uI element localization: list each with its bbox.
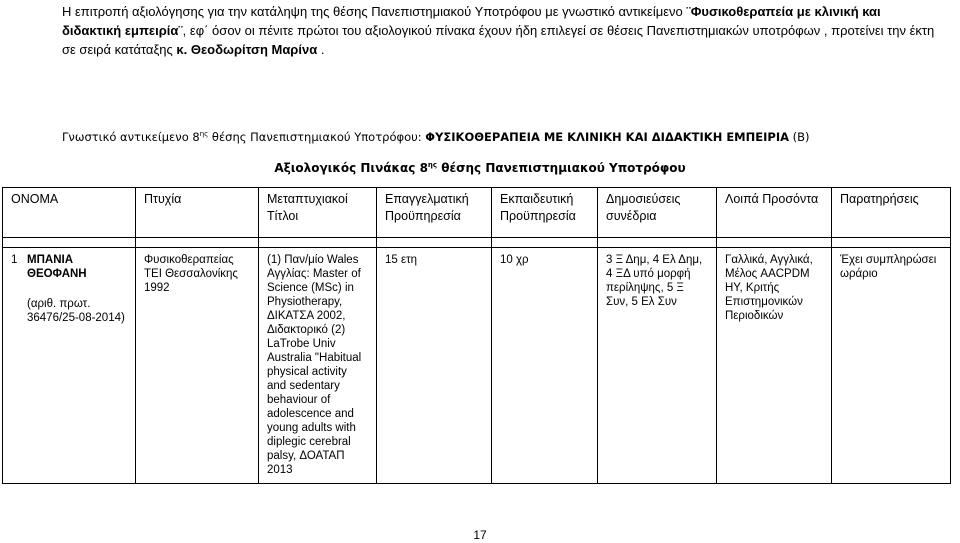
table-row (3, 248, 951, 484)
subject-prefix: Γνωστικό αντικείμενο 8 (62, 130, 200, 144)
header-row (3, 188, 951, 238)
table-title-sup: ης (427, 161, 438, 169)
intro-paragraph (62, 2, 942, 59)
subject-sup: ης (199, 130, 209, 139)
cell-postgrad: (1) Παν/μίο Wales Αγγλίας: Master of Science (MSc) in Physiotherapy, ΔΙΚΑΤΣΑ 2002, Διδακτορικό (2) LaTrobe Univ Australia "Habitual physical activity and sedentary behaviour of adolescence and young adults with diplegic cerebral palsy, ΔΟΑΤΑΠ 2013 (259, 248, 377, 484)
spacer-row (3, 238, 951, 248)
cell-other: Γαλλικά, Αγγλικά, Μέλος AACPDM ΗΥ, Κριτής Επιστημονικών Περιοδικών (717, 248, 832, 484)
row-index: 1 (11, 254, 18, 266)
subject-middle: θέσης Πανεπιστημιακού Υποτρόφου: (208, 130, 426, 144)
table-title (0, 159, 960, 177)
evaluation-table (2, 187, 951, 484)
table-title-suffix: θέσης Πανεπιστημιακού Υποτρόφου (437, 161, 686, 175)
cell-name (3, 248, 136, 484)
subject-line (62, 129, 942, 145)
column-header-publications: Δημοσιεύσεις συνέδρια (598, 188, 717, 238)
column-header-postgrad: Μεταπτυχιακοί Τίτλοι (259, 188, 377, 238)
column-header-professional: Επαγγελματική Προϋπηρεσία (377, 188, 492, 238)
intro-middle: , εφ΄ όσον οι πένιτε πρώτοι του αξιολογικού πίνακα έχουν ήδη επιλεγεί σε θέσεις Πανεπιστημιακών υποτρόφων , προτείνει την έκτη σε σειρά κατάταξης (62, 23, 935, 57)
intro-lead: Η επιτροπή αξιολόγησης για την κατάληψη της θέσης Πανεπιστημιακού Υποτρόφου με γνωστικό αντικείμενο (62, 4, 687, 19)
subject-suffix: (Β) (789, 130, 810, 144)
cell-professional: 15 ετη (377, 248, 492, 484)
cell-teaching: 10 χρ (492, 248, 598, 484)
column-header-remarks: Παρατηρήσεις (832, 188, 951, 238)
candidate-registration: (αριθ. πρωτ. 36476/25-08-2014) (27, 298, 125, 324)
table-title-prefix: Αξιολογικός Πινάκας 8 (274, 161, 428, 175)
intro-end: . (317, 42, 325, 57)
page-number: 17 (473, 528, 487, 542)
column-header-name: ΟΝΟΜΑ (3, 188, 136, 238)
cell-remarks: Έχει συμπληρώσει ωράριο (832, 248, 951, 484)
cell-degrees: Φυσικοθεραπείας ΤΕΙ Θεσσαλονίκης 1992 (136, 248, 259, 484)
column-header-teaching: Εκπαιδευτική Προϋπηρεσία (492, 188, 598, 238)
intro-field: ¨Φυσικοθεραπεία με κλινική και διδακτική εμπειρία¨ (62, 4, 881, 38)
intro-candidate: κ. Θεοδωρίτση Μαρίνα (176, 42, 318, 57)
subject-field: ΦΥΣΙΚΟΘΕΡΑΠΕΙΑ ΜΕ ΚΛΙΝΙΚΗ ΚΑΙ ΔΙΔΑΚΤΙΚΗ ΕΜΠΕΙΡΙΑ (425, 130, 789, 144)
cell-publications: 3 Ξ Δημ, 4 Ελ Δημ, 4 ΞΔ υπό μορφή περίληψης, 5 Ξ Συν, 5 Ελ Συν (598, 248, 717, 484)
column-header-degrees: Πτυχία (136, 188, 259, 238)
candidate-name: ΜΠΑΝΙΑ ΘΕΟΦΑΝΗ (27, 254, 87, 280)
column-header-other: Λοιπά Προσόντα (717, 188, 832, 238)
